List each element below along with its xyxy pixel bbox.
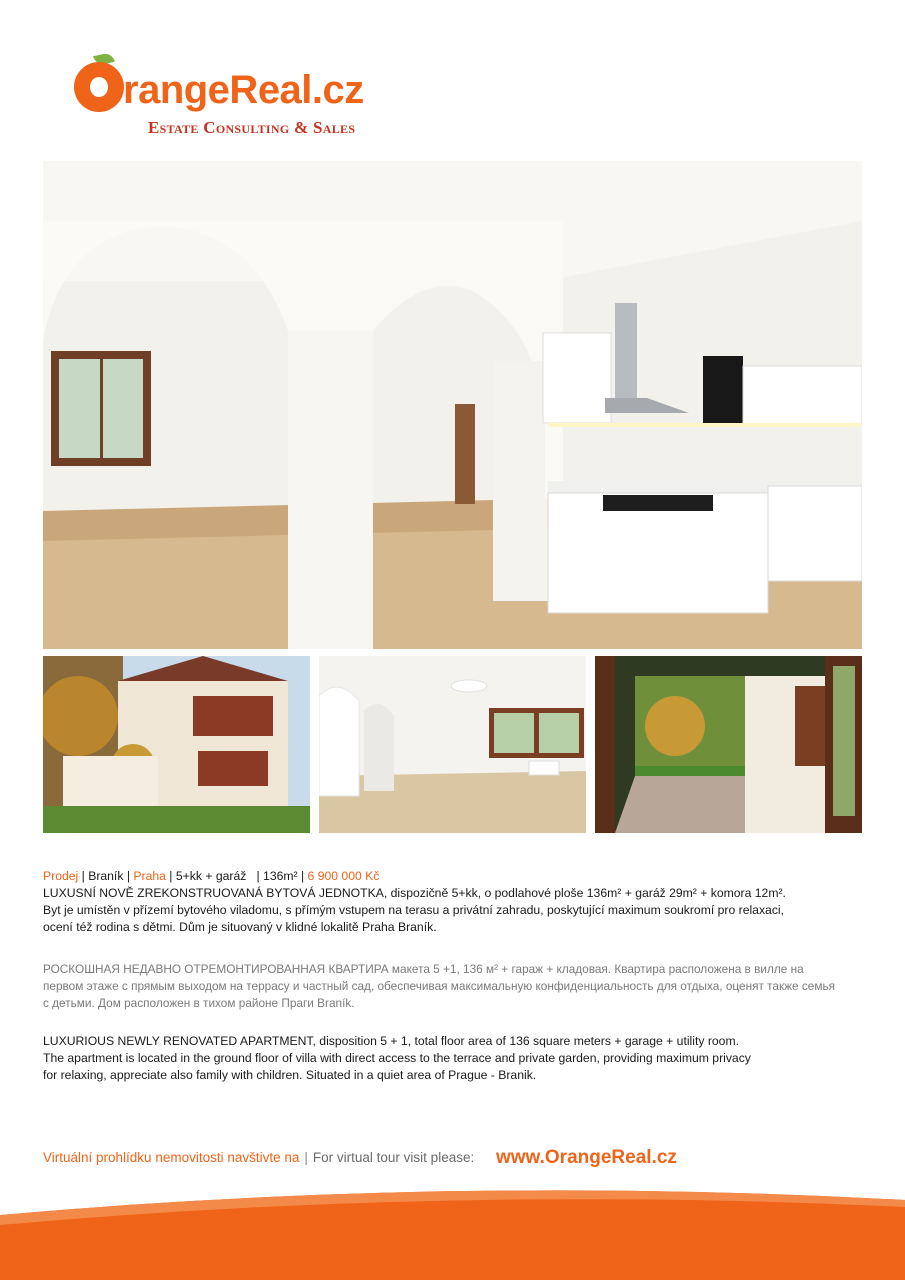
description-czech (43, 885, 873, 936)
main-interior-photo (43, 161, 862, 649)
description-line: LUXURIOUS NEWLY RENOVATED APARTMENT, disposition 5 + 1, total floor area of 136 square meters + garage + utility room. (43, 1034, 739, 1048)
orange-icon (74, 62, 124, 112)
listing-area: 136m² (263, 869, 298, 883)
description-line: ocení též rodina s dětmi. Dům je situovaný v klidné lokalitě Praha Braník. (43, 920, 437, 934)
description-line: Byt je umístěn v přízemí bytového viladomu, s přímým vstupem na terasu a privátní zahradu, poskytující maximum soukromí pro relaxaci, (43, 903, 785, 917)
listing-type: Prodej (43, 869, 79, 883)
virtual-tour-en: For virtual tour visit please: (312, 1150, 475, 1165)
listing-layout: 5+kk + garáž (175, 869, 247, 883)
website-link[interactable]: www.OrangeReal.cz (495, 1147, 677, 1168)
description-line: LUXUSNÍ NOVĚ ZREKONSTRUOVANÁ BYTOVÁ JEDNOTKA, dispozičně 5+kk, o podlahové ploše 136m² + garáž 29m² + komora 12m². (43, 886, 786, 900)
description-russian (43, 961, 873, 1012)
description-line: первом этаже с прямым выходом на террасу и частный сад, обеспечивая максимальную конфиденциальность для отдыха, оценят также семья (43, 979, 835, 993)
logo-tagline: Estate Consulting & Sales (148, 118, 356, 137)
listing-city: Praha (133, 869, 166, 883)
description-english (43, 1033, 873, 1084)
company-logo (70, 52, 390, 142)
description-line: The apartment is located in the ground floor of villa with direct access to the terrace and private garden, providing maximum privacy (43, 1051, 751, 1065)
description-line: РОСКОШНАЯ НЕДАВНО ОТРЕМОНТИРОВАННАЯ КВАРТИРА макета 5 +1, 136 м² + гараж + кладовая. Квартира расположена в вилле на (43, 962, 804, 976)
bottom-orange-wave (0, 1185, 905, 1280)
living-room-photo (319, 656, 586, 833)
virtual-tour-line: Virtuální prohlídku nemovitosti navštivte na | For virtual tour visit please: www.OrangeReal.cz (43, 1147, 677, 1168)
logo-wordmark: rangeReal.cz (123, 68, 364, 112)
listing-summary: Prodej | Braník | Praha | 5+kk + garáž | 136m² | 6 900 000 Kč (43, 869, 380, 883)
listing-district: Braník (88, 869, 124, 883)
terrace-garden-photo (595, 656, 862, 833)
description-line: с детьми. Дом расположен в тихом районе Праги Braník. (43, 996, 355, 1010)
description-line: for relaxing, appreciate also family with children. Situated in a quiet area of Prague - Branik. (43, 1068, 537, 1082)
listing-price: 6 900 000 Kč (307, 869, 380, 883)
villa-exterior-photo (43, 656, 310, 833)
virtual-tour-cz: Virtuální prohlídku nemovitosti navštivte na (43, 1150, 300, 1165)
